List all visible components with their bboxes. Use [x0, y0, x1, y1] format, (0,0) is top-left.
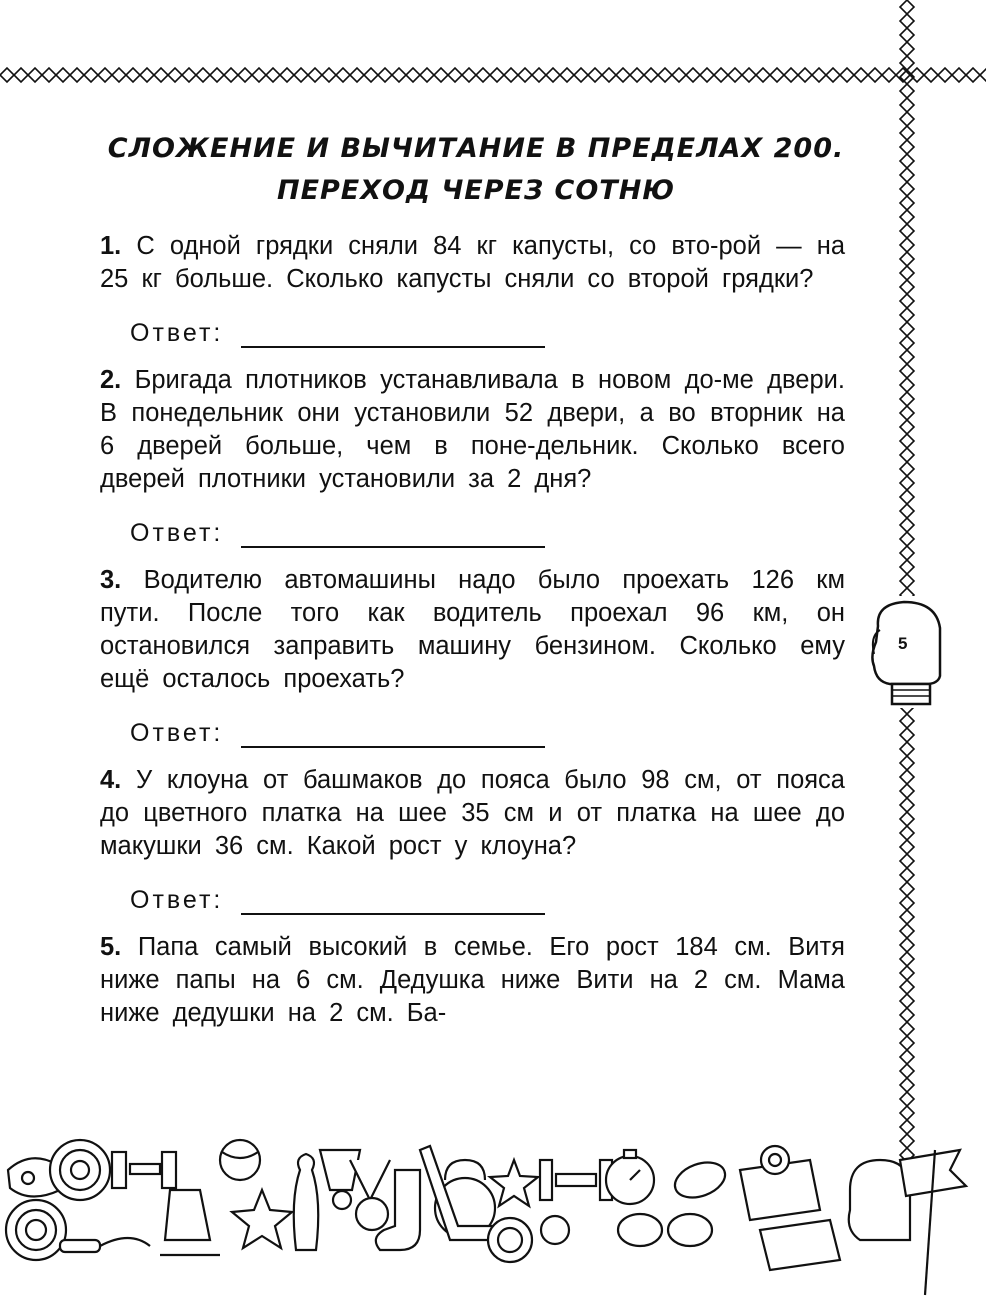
- bowling-pin-icon: [294, 1154, 319, 1250]
- page-title: [100, 128, 852, 212]
- task-number: 5.: [100, 933, 122, 961]
- task-4: [100, 764, 845, 863]
- sports-doodles-footer: [0, 1130, 986, 1299]
- task-text: У клоуна от башмаков до пояса было 98 см, от пояса до цветного платка на шее 35 см и от платка на шее до макушки 36 см. Какой рост у клоуна?: [100, 766, 845, 860]
- ball-icon: [220, 1140, 260, 1180]
- answer-label: Ответ:: [130, 519, 224, 547]
- task-number: 1.: [100, 232, 122, 260]
- task-number: 3.: [100, 566, 122, 594]
- dumbbell-icon: [540, 1160, 612, 1200]
- award-rosette-icon: [488, 1218, 532, 1262]
- task-number: 2.: [100, 366, 122, 394]
- answer-blank-line[interactable]: [241, 893, 545, 915]
- zigzag-border-right: [896, 0, 918, 1180]
- answer-label: Ответ:: [130, 886, 224, 914]
- answer-row: [130, 314, 845, 348]
- answer-blank-line[interactable]: [241, 326, 545, 348]
- target-icon: [50, 1140, 110, 1200]
- answer-row: [130, 514, 845, 548]
- page-number: 5: [898, 634, 908, 653]
- star-icon: [490, 1160, 538, 1206]
- answer-blank-line[interactable]: [241, 726, 545, 748]
- answer-blank-line[interactable]: [241, 526, 545, 548]
- shuttlecock-icon: [320, 1150, 360, 1209]
- answer-row: [130, 881, 845, 915]
- page-number-badge: [866, 596, 950, 708]
- coiled-rope-icon: [6, 1200, 66, 1260]
- goggles-icon: [618, 1214, 712, 1246]
- flippers-icon: [740, 1160, 840, 1270]
- dumbbell-icon: [112, 1152, 176, 1188]
- ice-skate-icon: [160, 1190, 220, 1255]
- answer-label: Ответ:: [130, 719, 224, 747]
- task-2: [100, 364, 845, 496]
- medal-icon: [350, 1160, 390, 1230]
- boxing-glove-icon: [849, 1160, 910, 1240]
- task-5: [100, 931, 845, 1030]
- football-icon: [670, 1156, 730, 1204]
- task-number: 4.: [100, 766, 122, 794]
- stopwatch-icon: [606, 1150, 654, 1204]
- task-list: [100, 230, 845, 1030]
- answer-label: Ответ:: [130, 319, 224, 347]
- title-line-2: ПЕРЕХОД ЧЕРЕЗ СОТНЮ: [276, 175, 676, 206]
- answer-row: [130, 714, 845, 748]
- zigzag-border-top: [0, 64, 986, 86]
- task-1: [100, 230, 845, 296]
- tennis-ball-icon: [541, 1216, 569, 1244]
- task-text: Папа самый высокий в семье. Его рост 184 см. Витя ниже папы на 6 см. Дедушка ниже Вити на 2 см. Мама ниже дедушки на 2 см. Ба-: [100, 933, 845, 1027]
- jump-rope-icon: [60, 1238, 150, 1252]
- title-line-1: СЛОЖЕНИЕ И ВЫЧИТАНИЕ В ПРЕДЕЛАХ 200.: [107, 133, 845, 164]
- star-icon: [232, 1190, 292, 1248]
- task-text: Бригада плотников устанавливала в новом до-ме двери. В понедельник они установили 52 двери, а во вторник на 6 дверей больше, чем в поне-дельник. Сколько всего дверей плотники установили за 2 дня?: [100, 366, 845, 493]
- task-text: Водителю автомашины надо было проехать 126 км пути. После того как водитель проехал 96 км, он остановился заправить машину бензином. Сколько ему ещё осталось проехать?: [100, 566, 845, 693]
- swirl-icon: [761, 1146, 789, 1174]
- boxing-glove-icon: [866, 596, 950, 708]
- task-text: С одной грядки сняли 84 кг капусты, со вто-рой — на 25 кг больше. Сколько капусты сняли со второй грядки?: [100, 232, 845, 293]
- task-3: [100, 564, 845, 696]
